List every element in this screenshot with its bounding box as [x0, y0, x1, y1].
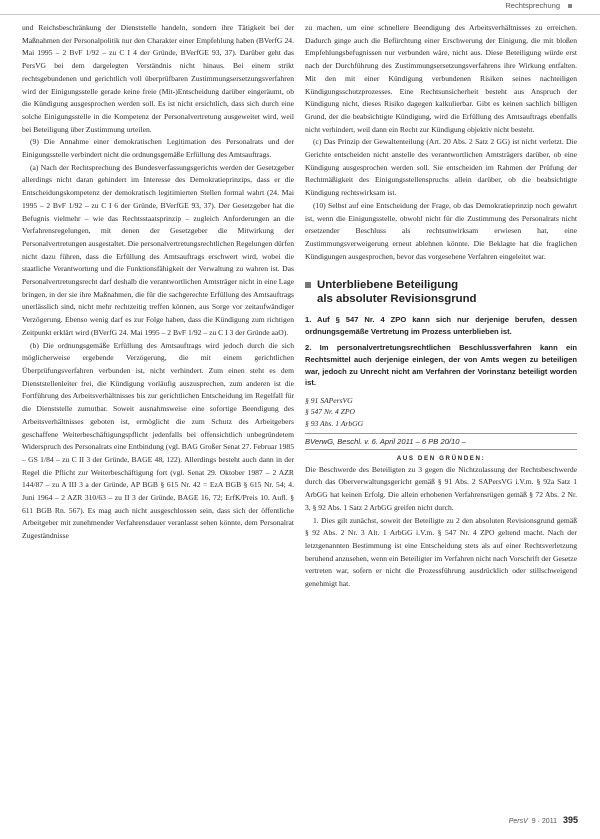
headnotes: [305, 314, 577, 389]
header-square-icon: [568, 4, 572, 8]
left-column: [22, 22, 294, 543]
norms-list: [305, 395, 577, 429]
footer-journal: PersV: [508, 818, 528, 825]
norm-item: § 547 Nr. 4 ZPO: [305, 407, 356, 417]
running-head: [505, 1, 572, 10]
body-paragraph: (b) Die ordnungsgemäße Erfüllung des Amtsauftrags wird jedoch durch die sich möglicherweise ergebende Verzögerung, die mit einem gerichtlichen Überprüfungsverfahren verbunden ist, nicht verhindert. Zum einen steht es dem Dienststellenleiter frei, die Kündigung vorläufig auszusprechen, zum anderen ist die Fortführung des Arbeitsverhältnisses bis zur gerichtlichen Entscheidung im Regelfall für die Dienststelle zumutbar. Soweit ausnahmsweise eine sofortige Beendigung des Arbeitsverhältnisses geboten ist, ermöglicht die zum Schutz des Arbeitgebers geschaffene Weiterbeschäftigungspflicht jedenfalls bei offensichtlich unbegründetem Widerspruch des Personalrats eine Entbindung (vgl. BAG Großer Senat 27. Februar 1985 – GS 1/84 – zu C II 3 der Gründe, BAGE 48, 122). Allerdings besteht auch dann in der Regel die Pflicht zur Weiterbeschäftigung fort (vgl. Senat 29. Oktober 1987 – 2 AZR 144/87 – zu A III 3 a der Gründe, AP BGB § 615 Nr. 42 = EzA BGB § 615 Nr. 54; 4. Juni 1964 – 2 AZR 310/63 – zu II 3 der Gründe, BAGE 16, 72; ErfK/Preis 10. Aufl. § 611 BGB Rn. 567). Es mag auch nicht ausgeschlossen sein, dass sich der öffentliche Arbeitgeber mit zunehmender Verfahrensdauer veranlasst sehen könnte, dem Personalrat Zugeständnisse: [22, 340, 294, 541]
body-paragraph: zu machen, um eine schnellere Beendigung des Arbeitsverhältnisses zu erreichen. Dadurch ginge auch die Befürchtung einer Erschwerung der Einigung, die mit bloßen Empfehlungsbefugnissen nur verbunden wäre, nicht aus. Diese Beteiligung würde erst nach der Durchführung des Zustimmungsersetzungsverfahrens ihre Wirkung entfalten. Mit den mit einer Kündigung verbundenen Risiken seines nachteiligen Kündigungsschutzprozesses. Eine Rechtsunsicherheit besteht aus Anspruch der Kündigung nicht, dieses Risiko dagegen kalkulierbar. Gibt es keinen sachlich billigen Grund, der die beabsichtigte Kündigung, wird die Erfüllung des Amtsauftrags ebenfalls nicht verhindert, weil dann ein Recht zur Kündigung objektiv nicht besteht.: [305, 23, 577, 134]
section-heading: [305, 279, 577, 306]
right-column: [305, 22, 577, 591]
page-number: 395: [562, 815, 578, 825]
norm-item: § 91 SAPersVG: [305, 396, 353, 406]
body-paragraph: 1. Dies gilt zunächst, soweit der Beteiligte zu 2 den absoluten Revisionsgrund gemäß § 92 Abs. 2 Nr. 3 Alt. 1 ArbGG i.V.m. § 547 Nr. 4 ZPO geltend macht. Nach der letztgenannten Bestimmung ist eine Entscheidung stets als auf einer Rechtsverletzung beruhend anzusehen, wenn ein Beteiligter im Verfahren nicht nach Vorschrift der Gesetze vertreten war, sofern er nicht die Prozessführung ausdrücklich oder stillschweigend genehmigt hat.: [305, 515, 577, 589]
running-head-text: Rechtsprechung: [505, 1, 560, 10]
body-paragraph: (a) Nach der Rechtsprechung des Bundesverfassungsgerichts werden der Gesetzgeber allerdings nicht daran gehindert im Interesse des Demokratieprinzips, dass er die Entscheidungskompetenz der demokratisch legitimierten Stellen formal wahrt (24. Mai 1995 – 2 BvF 1/92 – zu C I 6 der Gründe, BVerfGE 93, 37). Der Gesetzgeber hat die Befugnis vielmehr – wie das Rechtsstaatsprinzip – zugleich Anforderungen an die Verfahrensregelungen, mit denen der Gesetzgeber die Mitwirkung der Personalvertretungen ausgestaltet. Die personalvertretungsrechtlichen Regelungen dürfen nicht dazu führen, dass die Erfüllung des Amtsauftrags erschwert wird, wobei die staatliche Verantwortung und die Funktionsfähigkeit der Verwaltung zu wahren ist. Das Personalvertretungsrecht darf deshalb die verantwortlichen Amtsträger nicht in eine Lage bringen, in der sie ihre Maßnahmen, die für die sachgerechte Erfüllung des Amtsauftrags unerlässlich sind, nicht mehr rechtzeitig treffen können, aus Sorge vor zeitaufwändiger Verzögerung. Ebenso wenig darf es zur Folge haben, dass die Kündigung zum richtigen Zeitpunkt erklärt wird (BVerfG 24. Mai 1995 – 2 BvF 1/92 – zu C I 3 der Gründe aaO).: [22, 162, 295, 337]
decision-citation: BVerwG, Beschl. v. 6. April 2011 – 6 PB 20/10 –: [305, 433, 577, 450]
footer-issue: 9 · 2011: [531, 818, 557, 825]
grounds-heading: AUS DEN GRÜNDEN:: [396, 454, 486, 462]
page-footer: [509, 815, 578, 825]
section-heading-line1: Unterbliebene Beteiligung: [317, 279, 459, 292]
body-paragraph: (10) Selbst auf eine Entscheidung der Frage, ob das Demokratieprinzip noch gewahrt ist, wenn die Einigungsstelle, obwohl nicht für die Zustimmung des Personalrats nicht ersetzender Beschluss als rechtsunwirksam erwiesen hat, eine Zustimmungsverweigerung erneut ablehnen könnte. Die Beklagte hat die fraglichen Kündigungen ausgesprochen, bevor das vorgesehene Verfahren eingeleitet war.: [305, 200, 577, 261]
body-paragraph: (c) Das Prinzip der Gewaltenteilung (Art. 20 Abs. 2 Satz 2 GG) ist nicht verletzt. Die Gerichte entscheiden nicht anstelle des verantwortlichen Amtsträgers darüber, ob eine Kündigung ausgesprochen werden soll. Sie entscheiden im Rahmen der Prüfung der Rechtmäßigkeit des Einigungsstellenspruchs allein darüber, ob die beabsichtigte Kündigung rechtswirksam ist.: [305, 137, 577, 198]
headnote-2: 2. Im personalvertretungsrechtlichen Beschlussverfahren kann ein Rechtsmittel auch derjenige einlegen, der von Amts wegen zu beteiligen war, jedoch zu Unrecht nicht am Verfahren der Vorinstanz beteiligt worden ist.: [305, 342, 577, 388]
section-bullet-icon: [305, 282, 311, 288]
page-header: [0, 0, 600, 15]
norm-item: § 93 Abs. 1 ArbGG: [305, 418, 364, 428]
section-heading-line2: als absoluter Revisionsgrund: [317, 292, 477, 305]
body-paragraph: Die Beschwerde des Beteiligten zu 3 gegen die Nichtzulassung der Rechtsbeschwerde durch das Oberverwaltungsgericht gemäß § 91 Abs. 2 SAPersVG i.V.m. § 92a Satz 1 ArbGG hat keinen Erfolg. Die allein erhobenen Verfahrensrügen gemäß § 72 Abs. 2 Nr. 3, § 92 Abs. 1 Satz 2 ArbGG greifen nicht durch.: [305, 464, 577, 512]
body-paragraph: und Reichsbeschränkung der Dienststelle handeln, sondern ihre Tätigkeit bei der Maßnahmen der Personalpolitik nur den Charakter einer Empfehlung haben (BVerfG 24. Mai 1995 – 2 BvF 1/92 – zu C I 4 der Gründe, BVerfGE 93, 37). Darüber geht das PersVG bei dem dargelegten Verständnis nicht hinaus. Bei einem strikt rechtsgebundenen und gerichtlich voll überprüfbaren Zustimmungsersetzungsverfahren wird der Einigungsstelle gerade keine freie (Mit-)Entscheidung darüber eingeräumt, ob die Kündigung ausgesprochen werden soll. Es ist nicht ersichtlich, dass sich durch eine solche Einigungsstelle in die Kompetenz der Personalvertretung ausgeweitet wird, weil bei Beteiligung über Zustimmung urteilen.: [22, 23, 294, 134]
body-paragraph: (9) Die Annahme einer demokratischen Legitimation des Personalrats und der Einigungsstelle verbindert nicht die ordnungsgemäße Erfüllung des Amtsauftrags.: [22, 137, 294, 160]
headnote-1: 1. Auf § 547 Nr. 4 ZPO kann sich nur derjenige berufen, dessen ordnungsgemäße Vertretung im Prozess unterblieben ist.: [305, 315, 577, 337]
